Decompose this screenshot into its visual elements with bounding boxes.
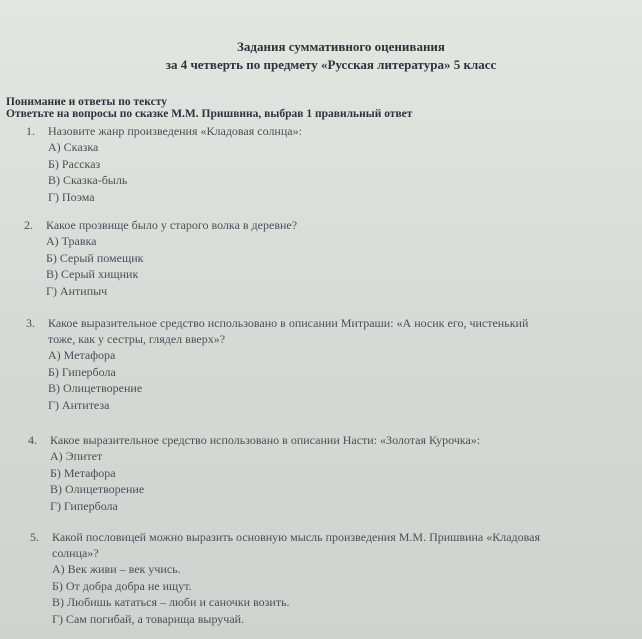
question-text: Какое выразительное средство использовано в описании Митраши: «А носик его, чистенький — [48, 316, 529, 330]
question-number: 1. — [26, 124, 35, 138]
answer-option[interactable]: В) Олицетворение — [50, 482, 145, 496]
answer-option[interactable]: А) Травка — [46, 234, 97, 248]
answer-option[interactable]: В) Олицетворение — [48, 381, 143, 395]
header-subtitle: за 4 четверть по предмету «Русская литература» 5 класс — [165, 57, 497, 72]
answer-option[interactable]: Б) Серый помещик — [46, 250, 144, 265]
answer-option[interactable]: Б) От добра добра не ищут. — [52, 578, 192, 593]
answer-options — [24, 233, 297, 299]
answer-option[interactable]: Б) Метафора — [50, 465, 116, 480]
answer-option[interactable]: Г) Антипыч — [46, 283, 108, 298]
answer-option[interactable]: Б) Рассказ — [48, 156, 101, 171]
question-4 — [28, 432, 480, 514]
question-3 — [26, 315, 528, 413]
answer-options — [30, 561, 540, 627]
question-text: Какой пословицей можно выразить основную мысль произведения М.М. Пришвина «Кладовая — [52, 530, 541, 544]
question-text-continued: тоже, как у сестры, глядел вверх»? — [48, 332, 226, 346]
question-text: Назовите жанр произведения «Кладовая солнца»: — [48, 124, 302, 138]
question-number: 3. — [26, 316, 35, 330]
answer-options — [26, 347, 528, 413]
answer-option[interactable]: А) Эпитет — [50, 449, 103, 463]
answer-options — [28, 448, 480, 514]
question-text: Какое выразительное средство использовано в описании Насти: «Золотая Курочка»: — [50, 433, 481, 447]
question-2 — [24, 217, 297, 299]
instructions-text: Ответьте на вопросы по сказке М.М. Пришвина, выбрав 1 правильный ответ — [6, 108, 413, 120]
answer-option[interactable]: Г) Поэма — [48, 189, 95, 204]
header-title: Задания суммативного оценивания — [237, 39, 445, 54]
worksheet-header — [0, 38, 642, 74]
answer-option[interactable]: Г) Сам погибай, а товарища выручай. — [52, 611, 245, 626]
answer-option[interactable]: В) Любишь кататься – люби и саночки возить. — [52, 595, 290, 609]
question-text-continued: солнца»? — [52, 546, 99, 560]
answer-option[interactable]: Г) Гипербола — [50, 498, 118, 513]
instructions-heading: Понимание и ответы по тексту — [6, 96, 167, 108]
instructions — [6, 96, 412, 120]
answer-option[interactable]: Б) Гипербола — [48, 364, 116, 379]
question-1 — [26, 123, 302, 205]
answer-option[interactable]: А) Метафора — [48, 348, 116, 362]
question-text: Какое прозвище было у старого волка в деревне? — [46, 218, 298, 232]
answer-option[interactable]: А) Сказка — [48, 140, 99, 154]
question-number: 5. — [30, 530, 39, 544]
question-number: 2. — [24, 218, 33, 232]
answer-option[interactable]: В) Сказка-быль — [48, 173, 128, 187]
answer-option[interactable]: В) Серый хищник — [46, 267, 139, 281]
answer-option[interactable]: А) Век живи – век учись. — [52, 562, 181, 576]
answer-options — [26, 139, 302, 205]
question-number: 4. — [28, 433, 37, 447]
question-5 — [30, 529, 540, 627]
answer-option[interactable]: Г) Антитеза — [48, 397, 110, 412]
